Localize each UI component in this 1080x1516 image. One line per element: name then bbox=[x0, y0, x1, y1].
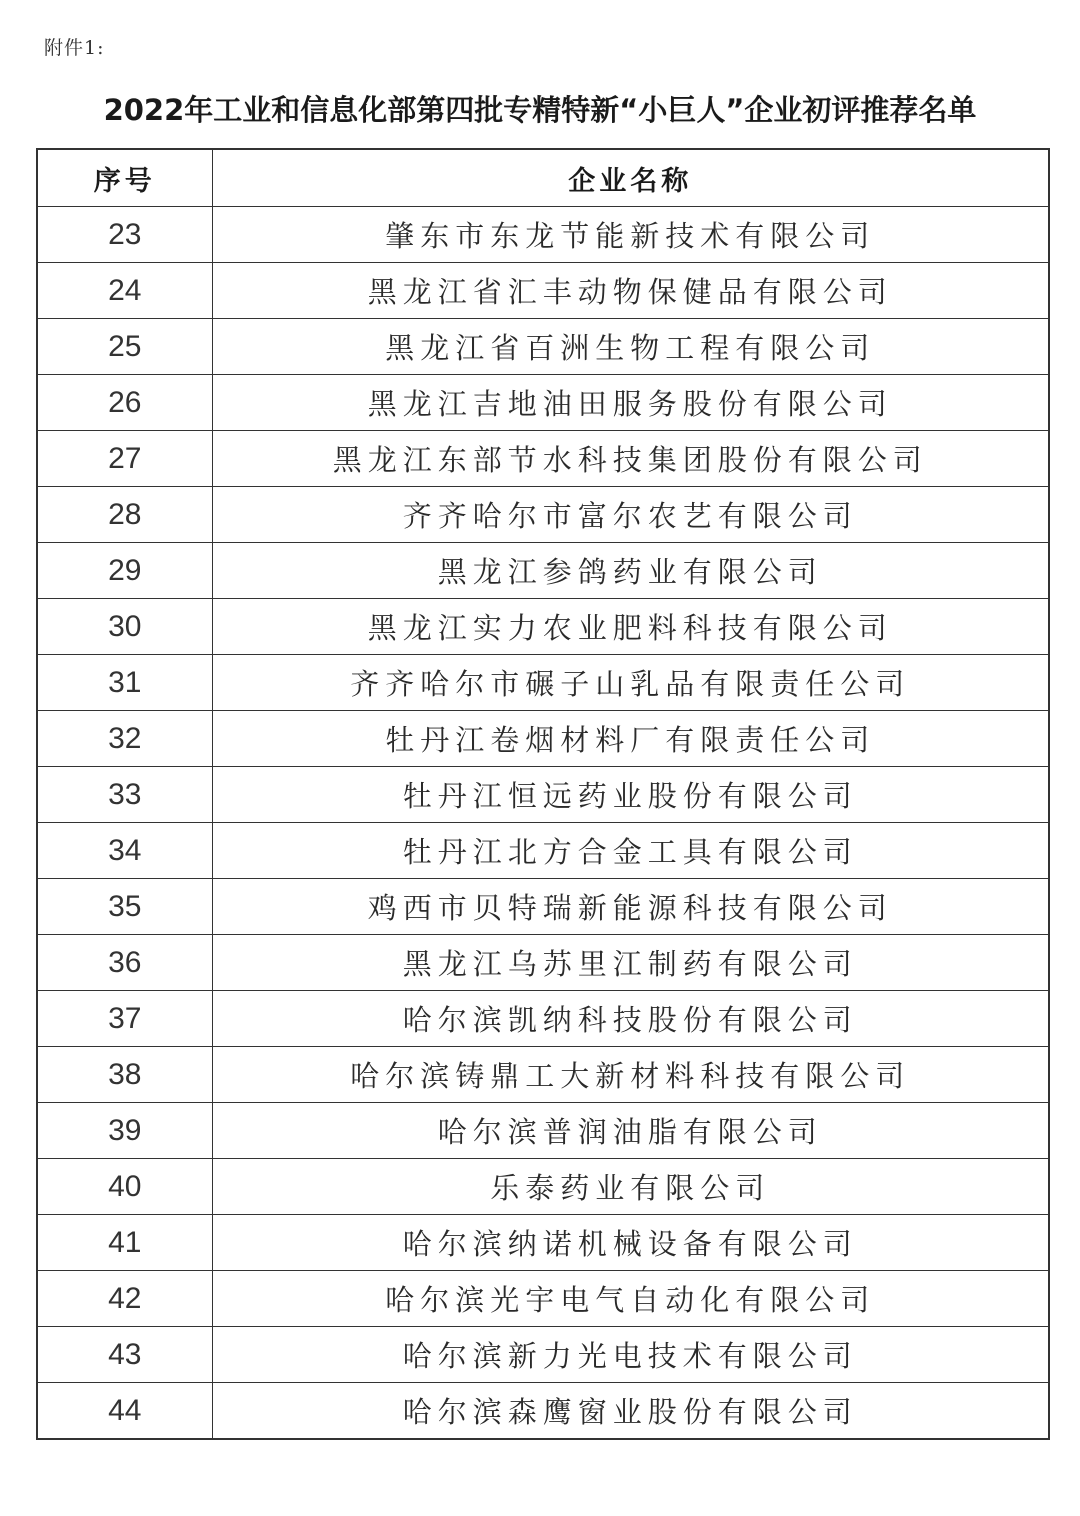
enterprise-name-cell: 哈尔滨森鹰窗业股份有限公司 bbox=[212, 1383, 1049, 1440]
table-row bbox=[37, 263, 1049, 319]
enterprise-name-cell: 黑龙江实力农业肥料科技有限公司 bbox=[212, 599, 1049, 655]
row-index-cell: 36 bbox=[37, 935, 212, 991]
enterprise-name-cell: 哈尔滨光宇电气自动化有限公司 bbox=[212, 1271, 1049, 1327]
table-row bbox=[37, 487, 1049, 543]
column-header-name: 企业名称 bbox=[212, 149, 1049, 207]
table-row bbox=[37, 1103, 1049, 1159]
row-index-cell: 42 bbox=[37, 1271, 212, 1327]
row-index-cell: 35 bbox=[37, 879, 212, 935]
row-index-cell: 27 bbox=[37, 431, 212, 487]
table-row bbox=[37, 1383, 1049, 1440]
row-index-cell: 44 bbox=[37, 1383, 212, 1440]
enterprise-name-cell: 齐齐哈尔市富尔农艺有限公司 bbox=[212, 487, 1049, 543]
enterprise-name-cell: 黑龙江省汇丰动物保健品有限公司 bbox=[212, 263, 1049, 319]
enterprise-name-cell: 哈尔滨普润油脂有限公司 bbox=[212, 1103, 1049, 1159]
row-index-cell: 40 bbox=[37, 1159, 212, 1215]
enterprise-name-cell: 黑龙江吉地油田服务股份有限公司 bbox=[212, 375, 1049, 431]
enterprise-name-cell: 齐齐哈尔市碾子山乳品有限责任公司 bbox=[212, 655, 1049, 711]
row-index-cell: 25 bbox=[37, 319, 212, 375]
row-index-cell: 37 bbox=[37, 991, 212, 1047]
enterprise-list-table bbox=[36, 148, 1050, 1440]
row-index-cell: 29 bbox=[37, 543, 212, 599]
row-index-cell: 23 bbox=[37, 207, 212, 263]
row-index-cell: 41 bbox=[37, 1215, 212, 1271]
row-index-cell: 38 bbox=[37, 1047, 212, 1103]
enterprise-name-cell: 黑龙江省百洲生物工程有限公司 bbox=[212, 319, 1049, 375]
table-row bbox=[37, 823, 1049, 879]
enterprise-name-cell: 鸡西市贝特瑞新能源科技有限公司 bbox=[212, 879, 1049, 935]
enterprise-name-cell: 牡丹江北方合金工具有限公司 bbox=[212, 823, 1049, 879]
enterprise-name-cell: 肇东市东龙节能新技术有限公司 bbox=[212, 207, 1049, 263]
table-row bbox=[37, 319, 1049, 375]
enterprise-name-cell: 乐泰药业有限公司 bbox=[212, 1159, 1049, 1215]
enterprise-name-cell: 黑龙江乌苏里江制药有限公司 bbox=[212, 935, 1049, 991]
table-row bbox=[37, 767, 1049, 823]
row-index-cell: 43 bbox=[37, 1327, 212, 1383]
enterprise-name-cell: 牡丹江卷烟材料厂有限责任公司 bbox=[212, 711, 1049, 767]
enterprise-name-cell: 哈尔滨凯纳科技股份有限公司 bbox=[212, 991, 1049, 1047]
table-row bbox=[37, 879, 1049, 935]
table-row bbox=[37, 375, 1049, 431]
row-index-cell: 33 bbox=[37, 767, 212, 823]
table-row bbox=[37, 1215, 1049, 1271]
table-row bbox=[37, 543, 1049, 599]
row-index-cell: 34 bbox=[37, 823, 212, 879]
row-index-cell: 31 bbox=[37, 655, 212, 711]
table-row bbox=[37, 711, 1049, 767]
row-index-cell: 39 bbox=[37, 1103, 212, 1159]
row-index-cell: 28 bbox=[37, 487, 212, 543]
table-row bbox=[37, 1327, 1049, 1383]
table-row bbox=[37, 1271, 1049, 1327]
row-index-cell: 32 bbox=[37, 711, 212, 767]
attachment-label: 附件1: bbox=[44, 37, 105, 59]
page-title: 2022年工业和信息化部第四批专精特新“小巨人”企业初评推荐名单 bbox=[103, 93, 977, 127]
column-header-index: 序号 bbox=[37, 149, 212, 207]
table-body bbox=[37, 207, 1049, 1440]
table-row bbox=[37, 991, 1049, 1047]
enterprise-name-cell: 黑龙江参鸽药业有限公司 bbox=[212, 543, 1049, 599]
enterprise-name-cell: 牡丹江恒远药业股份有限公司 bbox=[212, 767, 1049, 823]
table-row bbox=[37, 207, 1049, 263]
table-row bbox=[37, 599, 1049, 655]
enterprise-name-cell: 黑龙江东部节水科技集团股份有限公司 bbox=[212, 431, 1049, 487]
enterprise-name-cell: 哈尔滨铸鼎工大新材料科技有限公司 bbox=[212, 1047, 1049, 1103]
table-row bbox=[37, 655, 1049, 711]
row-index-cell: 30 bbox=[37, 599, 212, 655]
enterprise-name-cell: 哈尔滨新力光电技术有限公司 bbox=[212, 1327, 1049, 1383]
table-row bbox=[37, 935, 1049, 991]
table-row bbox=[37, 431, 1049, 487]
row-index-cell: 26 bbox=[37, 375, 212, 431]
row-index-cell: 24 bbox=[37, 263, 212, 319]
enterprise-name-cell: 哈尔滨纳诺机械设备有限公司 bbox=[212, 1215, 1049, 1271]
table-header-row bbox=[37, 149, 1049, 207]
table-row bbox=[37, 1047, 1049, 1103]
table-row bbox=[37, 1159, 1049, 1215]
